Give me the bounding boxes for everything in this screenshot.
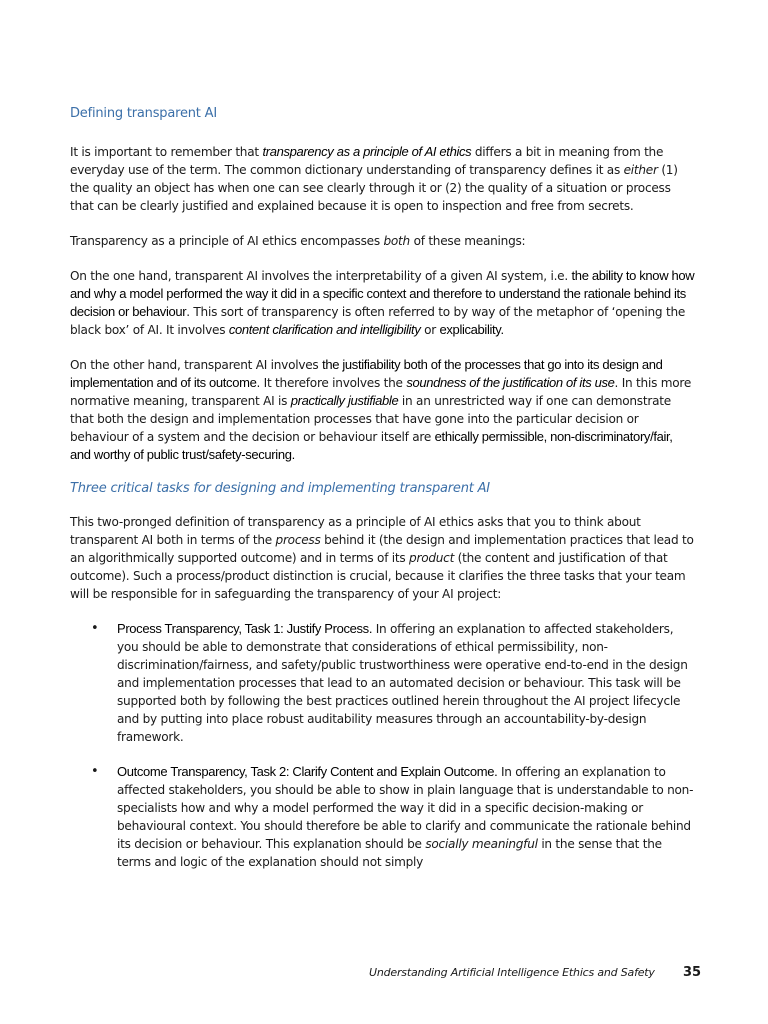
paragraph-both-meanings: Transparency as a principle of AI ethics encompasses both of these meanings: [70,234,526,248]
task-item-justify-process [70,620,696,746]
emphasis-soundness: soundness of the justification of its use [406,375,615,390]
section-heading: Defining transparent AI [70,106,217,121]
highlight-ability-to-know: the ability to know how and why a model performed the way it did in a specific context and therefore to understand the rationale behind its decision or behaviour [70,268,695,319]
bullet-icon: • [91,764,99,779]
bullet-icon: • [91,621,99,636]
highlight-ethically-permissible: ethically permissible, non-discriminatory/fair, and worthy of public trust/safety-securing. [70,429,673,462]
highlight-justifiability: the justifiability both of the processes that go into its design and implementation and of its outcome [70,357,663,390]
emphasis-both: both [383,234,410,248]
task-text-tail: in the sense that the terms and logic of the explanation should not simply [117,837,662,869]
task-title: Process Transparency, Task 1: Justify Process. [117,621,373,636]
emphasis-transparency-principle: transparency as a principle of AI ethics [262,144,472,159]
task-text: In offering an explanation to affected stakeholders, you should be able to show in plain language that is understandable to non-specialists how and why a model performed the way it did in a specific decision-making or behavioural context. You should therefore be able to clarify and communicate the rationale behind its decision or behaviour. This explanation should be [117,765,694,851]
emphasis-either: either [623,163,658,177]
emphasis-product: product [409,551,455,565]
emphasis-content-clarification: content clarification and intelligibility [228,322,421,337]
emphasis-practically-justifiable: practically justifiable [290,393,399,408]
paragraph-interpretability: On the one hand, transparent AI involves the interpretability of a given AI system, i.e. the ability to know how and why a model performed the way it did in a specific context and therefore to understand the rationale behind its decision or behaviour. This sort of transparency is often referred to by way of the metaphor of ‘opening the black box’ of AI. It involves content clarification and intelligibility or explicability. [70,268,695,337]
emphasis-process: process [275,533,321,547]
emphasis-socially-meaningful: socially meaningful [425,837,538,851]
paragraph-tasks-intro: This two-pronged definition of transparency as a principle of AI ethics asks that you to think about transparent AI both in terms of the process behind it (the design and implementation practices that lead to an algorithmically supported outcome) and in terms of its product (the content and justification of that outcome). Such a process/product distinction is crucial, because it clarifies the three tasks that your team will be responsible for in safeguarding the transparency of your AI project: [70,515,694,601]
page-number: 35 [683,965,702,980]
paragraph-definition: It is important to remember that transparency as a principle of AI ethics differs a bit in meaning from the everyday use of the term. The common dictionary understanding of transparency defines it as either (1) the quality an object has when one can see clearly through it or (2) the quality of a situation or process that can be clearly justified and explained because it is open to inspection and free from secrets. [70,144,678,213]
highlight-explicability: explicability. [439,322,504,337]
task-list [70,620,696,871]
task-text: In offering an explanation to affected stakeholders, you should be able to demonstrate that considerations of ethical permissibility, non-discrimination/fairness, and safety/public trustworthiness were operative end-to-end in the design and implementation processes that lead to an automated decision or behaviour. This task will be supported both by following the best practices outlined herein throughout the AI project lifecycle and by putting into place robust auditability measures through an accountability-by-design framework. [117,622,688,744]
document-page [70,106,696,888]
tasks-subheading: Three critical tasks for designing and implementing transparent AI [70,481,490,496]
footer-document-title: Understanding Artificial Intelligence Ethics and Safety [369,966,655,979]
task-item-clarify-content [70,763,696,871]
task-title: Outcome Transparency, Task 2: Clarify Content and Explain Outcome. [117,764,498,779]
paragraph-justifiability: On the other hand, transparent AI involves the justifiability both of the processes that go into its design and implementation and of its outcome. It therefore involves the soundness of the justification of its use. In this more normative meaning, transparent AI is practically justifiable in an unrestricted way if one can demonstrate that both the design and implementation processes that have gone into the particular decision or behaviour of a system and the decision or behaviour itself are ethically permissible, non-discriminatory/fair, and worthy of public trust/safety-securing. [70,357,692,462]
